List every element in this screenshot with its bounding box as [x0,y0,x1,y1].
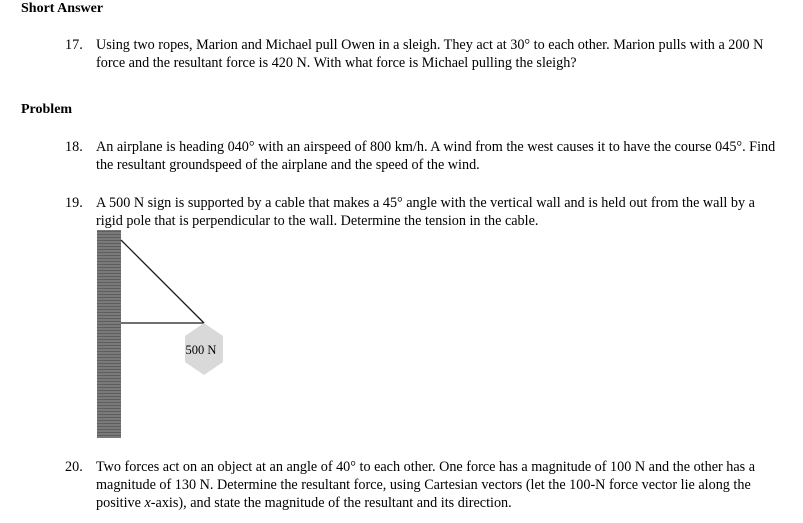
question-19 [65,194,777,230]
question-text-part: -axis), and state the magnitude of the resultant and its direction. [150,495,512,511]
question-text: Using two ropes, Marion and Michael pull Owen in a sleigh. They act at 30° to each other. Marion pulls with a 200 N force and the resultant force is 420 N. With what force is Michael pulling the sleigh? [96,37,764,71]
axis-variable: x [144,495,151,511]
diagram-svg [97,230,237,440]
cable-line [121,240,204,323]
question-number: 17. [65,37,83,53]
question-20 [65,458,777,512]
question-18 [65,138,777,174]
sign-label: 500 N [185,343,217,357]
sign-support-diagram [97,230,237,440]
question-text-part: Two forces act on an object at an angle of 40° to each other. One force has a magnitude of 100 N and the other has a magnitude of 130 N. Determine the resultant force, using Cartesian vectors (let the 100-N force vector lie along the positive [96,459,756,511]
section-heading-problem: Problem [21,102,73,117]
question-text [96,458,777,512]
question-17 [65,36,777,72]
question-number: 18. [65,139,83,155]
wall [97,230,121,438]
question-text: A 500 N sign is supported by a cable that makes a 45° angle with the vertical wall and is held out from the wall by a rigid pole that is perpendicular to the wall. Determine the tension in the cable. [96,195,755,229]
question-number: 20. [65,459,83,475]
question-number: 19. [65,195,83,211]
question-text: An airplane is heading 040° with an airspeed of 800 km/h. A wind from the west causes it to have the course 045°. Find the resultant groundspeed of the airplane and the speed of the wind. [96,139,776,173]
section-heading-short-answer: Short Answer [21,1,104,16]
